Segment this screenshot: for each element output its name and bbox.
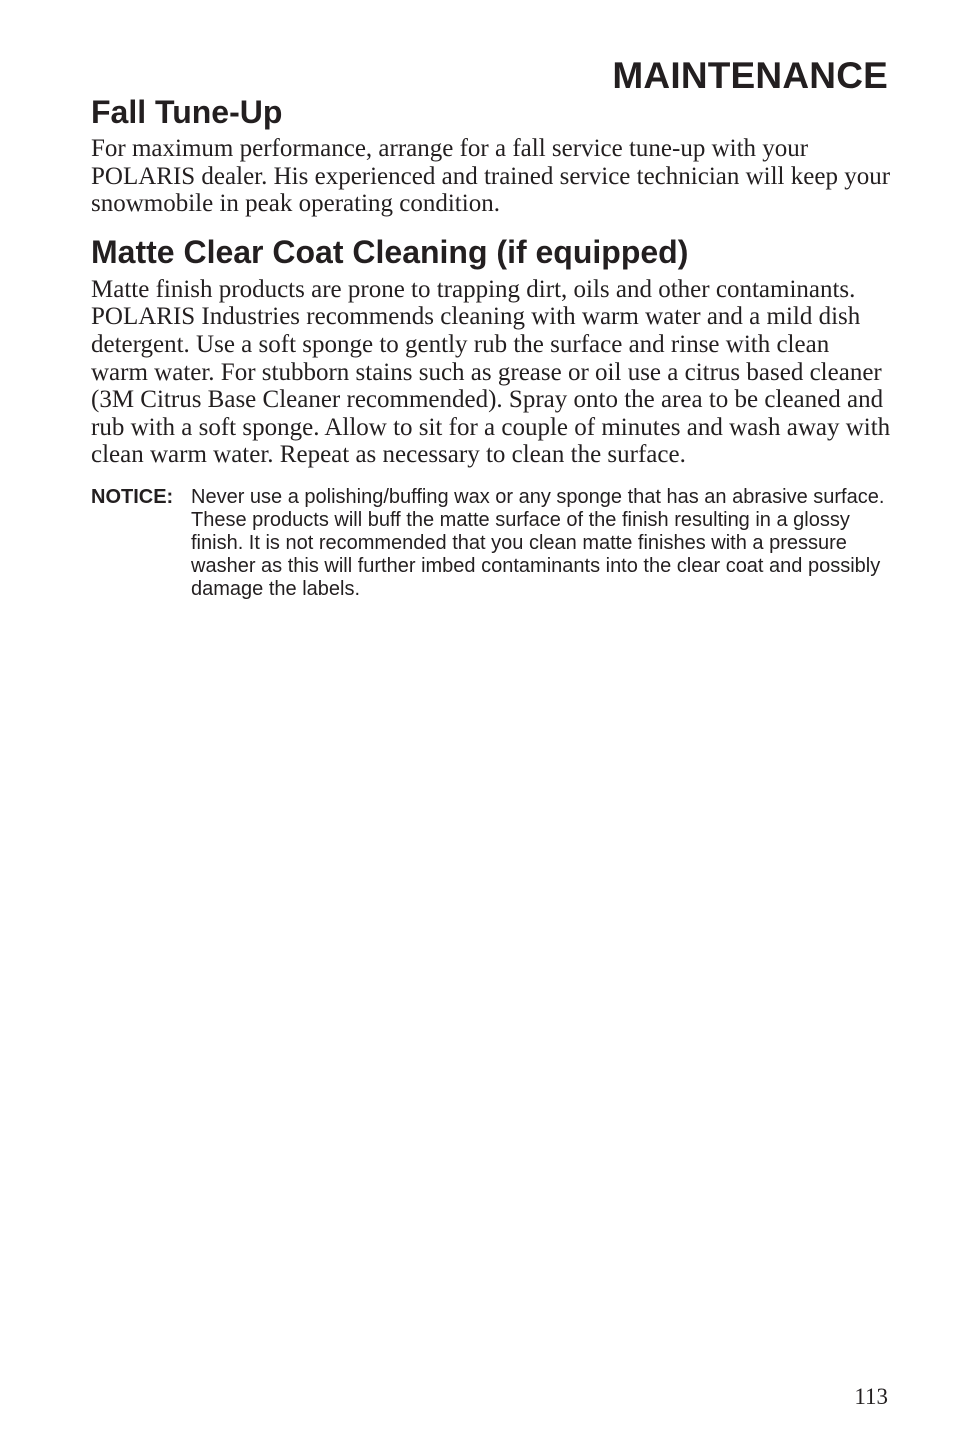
notice-text: Never use a polishing/buffing wax or any sponge that has an abrasive surface. These products will buff the matte surface of the finish resulting in a glossy finish. It is not recommended that you clean matte finishes with a pressure washer as this will further imbed contaminants into the clear coat and possibly damage the labels. <box>191 485 885 600</box>
section-heading: Fall Tune-Up <box>91 94 283 130</box>
page-header: MAINTENANCE <box>612 55 888 96</box>
section-heading: Matte Clear Coat Cleaning (if equipped) <box>91 233 689 270</box>
section-body: Matte finish products are prone to trapping dirt, oils and other contaminants. POLARIS Industries recommends cleaning with warm water and a mild dish detergent. Use a soft sponge to gently rub the surface and rinse with clean warm water. For stubborn stains such as grease or oil use a citrus based cleaner (3M Citrus Base Cleaner recommended). Spray onto the area to be cleaned and rub with a soft sponge. Allow to sit for a couple of minutes and wash away with clean warm water. Repeat as necessary to clean the surface. <box>91 275 891 469</box>
notice-block <box>91 486 891 601</box>
section-fall-tune-up <box>91 92 891 218</box>
page-content <box>91 92 891 601</box>
notice-label: NOTICE: <box>91 485 174 508</box>
section-matte-clear-coat-cleaning <box>91 232 891 469</box>
page-number: 113 <box>854 1384 888 1409</box>
section-body: For maximum performance, arrange for a fall service tune-up with your POLARIS dealer. His experienced and trained service technician will keep your snowmobile in peak operating condition. <box>91 135 891 218</box>
